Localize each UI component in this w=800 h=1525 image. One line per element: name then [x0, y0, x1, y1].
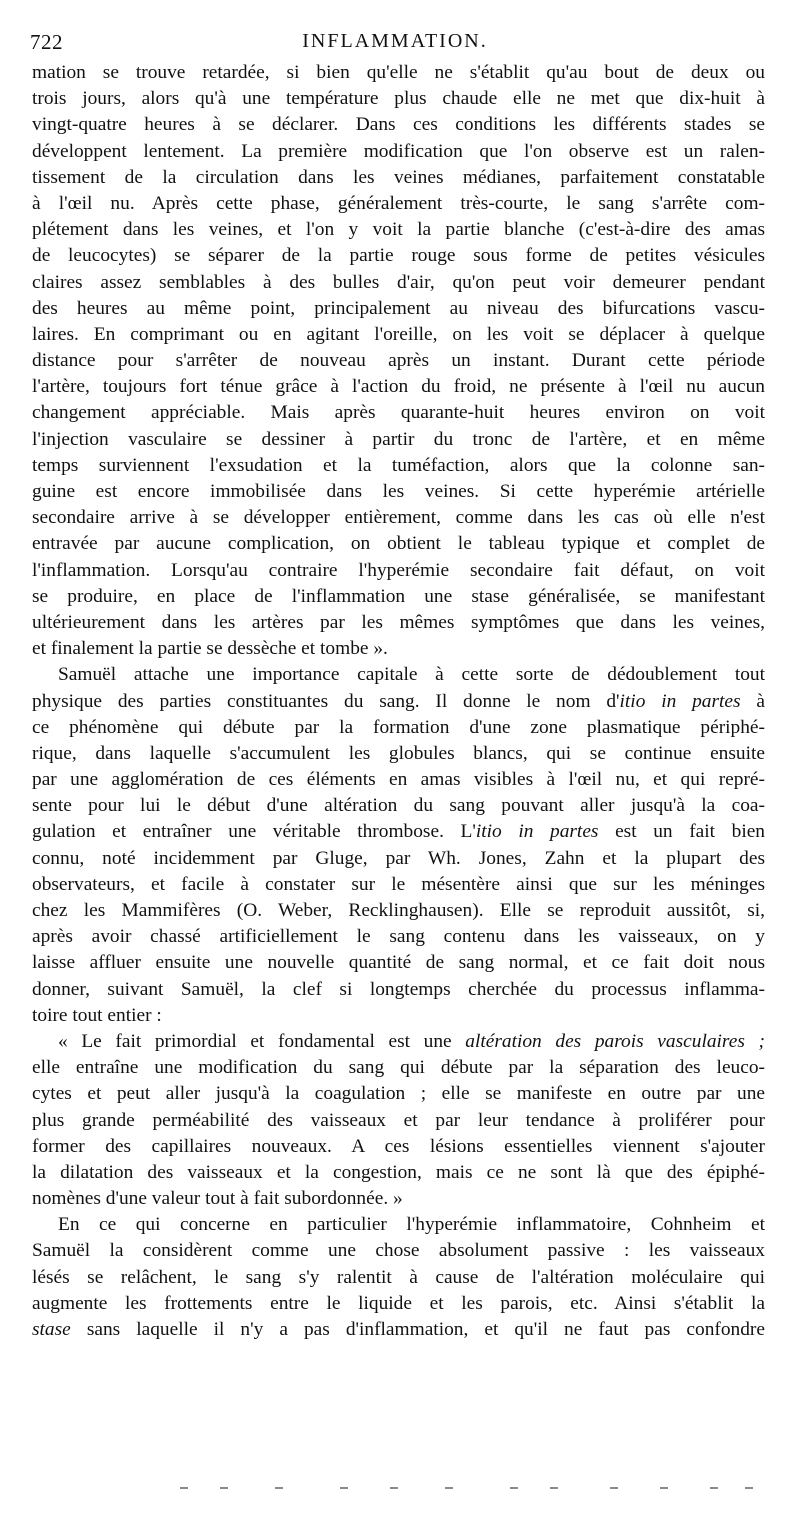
line-text: Samuël attache une importance capitale à cette sorte de dédoublement tout	[58, 664, 765, 686]
text-line	[32, 374, 765, 400]
line-text: nomènes d'une valeur tout à fait subordonnée. »	[32, 1188, 403, 1210]
line-text: temps surviennent l'exsudation et la tuméfaction, alors que la colonne san-	[32, 454, 765, 476]
line-text: et finalement la partie se dessèche et tombe ».	[32, 638, 388, 660]
line-text: de leucocytes) se séparer de la partie rouge sous forme de petites vésicules	[32, 245, 765, 267]
text-line	[32, 1186, 765, 1212]
line-text: l'injection vasculaire se dessiner à partir du tronc de l'artère, et en même	[32, 428, 765, 450]
line-text: après avoir chassé artificiellement le sang contenu dans les vaisseaux, on y	[32, 926, 765, 948]
text-line	[32, 846, 765, 872]
text-line	[32, 1055, 765, 1081]
italic-text: itio in partes	[475, 821, 599, 843]
text-line	[32, 636, 765, 662]
text-line	[32, 767, 765, 793]
text-line	[32, 950, 765, 976]
text-line	[32, 584, 765, 610]
line-text: physique des parties constituantes du sang. Il donne le nom d'	[32, 690, 620, 712]
text-line	[32, 531, 765, 557]
text-line	[32, 610, 765, 636]
text-line	[32, 243, 765, 269]
line-text: l'inflammation. Lorsqu'au contraire l'hyperémie secondaire fait défaut, on voit	[32, 559, 765, 581]
text-line	[32, 165, 765, 191]
line-text: entravée par aucune complication, on obtient le tableau typique et complet de	[32, 533, 765, 555]
line-text: elle entraîne une modification du sang qui débute par la séparation des leuco-	[32, 1057, 765, 1079]
line-text: rique, dans laquelle s'accumulent les globules blancs, qui se continue ensuite	[32, 742, 765, 764]
line-text: lésés se relâchent, le sang s'y ralentit à cause de l'altération moléculaire qui	[32, 1266, 765, 1288]
line-text: l'artère, toujours fort ténue grâce à l'action du froid, ne présente à l'œil nu aucun	[32, 376, 765, 398]
italic-text: stase	[32, 1319, 71, 1340]
line-text: chez les Mammifères (O. Weber, Recklinghausen). Elle se reproduit aussitôt, si,	[32, 900, 765, 921]
line-text: laisse affluer ensuite une nouvelle quantité de sang normal, et ce fait doit nous	[32, 952, 765, 974]
line-text: claires assez semblables à des bulles d'air, qu'on peut voir demeurer pendant	[32, 271, 765, 293]
italic-text: itio in partes	[619, 690, 741, 712]
text-line	[32, 1265, 765, 1291]
text-line	[32, 558, 765, 584]
text-line	[32, 1081, 765, 1107]
page-number: 722	[30, 30, 63, 54]
text-line	[32, 662, 765, 688]
line-text: laires. En comprimant ou en agitant l'oreille, on les voit se déplacer à quelque	[32, 323, 765, 345]
text-line	[32, 400, 765, 426]
line-text: développent lentement. La première modification que l'on observe est un ralen-	[32, 140, 765, 162]
line-text: « Le fait primordial et fondamental est une	[58, 1030, 466, 1052]
text-line	[32, 898, 765, 924]
line-text: donner, suivant Samuël, la clef si longtemps cherchée du processus inflamma-	[32, 978, 765, 1000]
text-line	[32, 924, 765, 950]
line-text-continued: à	[740, 690, 765, 712]
line-text: Samuël la considèrent comme une chose absolument passive : les vaisseaux	[32, 1240, 765, 1262]
line-text: vingt-quatre heures à se déclarer. Dans ces conditions les différents stades se	[32, 114, 765, 136]
text-line	[32, 348, 765, 374]
line-text: ultérieurement dans les artères par les mêmes symptômes que dans les veines,	[32, 611, 765, 633]
text-line	[32, 1317, 765, 1343]
text-line	[32, 322, 765, 348]
text-line	[32, 1108, 765, 1134]
text-line	[32, 689, 765, 715]
line-text: distance pour s'arrêter de nouveau après un instant. Durant cette période	[32, 350, 765, 372]
text-line	[32, 715, 765, 741]
line-text: tissement de la circulation dans les veines médianes, parfaitement constatable	[32, 166, 765, 188]
body-text	[32, 60, 765, 1343]
text-line	[32, 505, 765, 531]
line-text-continued: est un fait bien	[598, 821, 765, 843]
text-line	[32, 86, 765, 112]
text-line	[32, 139, 765, 165]
line-text: sente pour lui le début d'une altération du sang pouvant aller jusqu'à la coa-	[32, 795, 765, 817]
line-text: la dilatation des vaisseaux et la congestion, mais ce ne sont là que des épiphé-	[32, 1161, 765, 1183]
running-head	[30, 30, 760, 56]
running-title: INFLAMMATION.	[302, 30, 488, 52]
text-line	[32, 1212, 765, 1238]
text-line	[32, 296, 765, 322]
text-line	[32, 872, 765, 898]
line-text: plétement dans les veines, et l'on y voit la partie blanche (c'est-à-dire des amas	[32, 219, 765, 241]
line-text: secondaire arrive à se développer entièrement, comme dans les cas où elle n'est	[32, 507, 765, 529]
text-line	[32, 217, 765, 243]
line-text: à l'œil nu. Après cette phase, généralement très-courte, le sang s'arrête com-	[32, 192, 765, 214]
text-line	[32, 191, 765, 217]
text-line	[32, 793, 765, 819]
text-line	[32, 60, 765, 86]
page-bottom-specks	[180, 1487, 760, 1493]
line-text: des heures au même point, principalement au niveau des bifurcations vascu-	[32, 297, 765, 319]
line-text: trois jours, alors qu'à une température plus chaude elle ne met que dix-huit à	[32, 88, 765, 110]
text-line	[32, 1003, 765, 1029]
line-text-continued: sans laquelle il n'y a pas d'inflammation, et qu'il ne faut pas confondre	[70, 1319, 765, 1340]
text-line	[32, 819, 765, 845]
text-line	[32, 1029, 765, 1055]
line-text: observateurs, et facile à constater sur le mésentère ainsi que sur les méninges	[32, 873, 765, 895]
line-text: cytes et peut aller jusqu'à la coagulation ; elle se manifeste en outre par une	[32, 1083, 765, 1105]
line-text: augmente les frottements entre le liquide et les parois, etc. Ainsi s'établit la	[32, 1292, 765, 1314]
line-text: former des capillaires nouveaux. A ces lésions essentielles viennent s'ajouter	[32, 1135, 765, 1157]
line-text: changement appréciable. Mais après quarante-huit heures environ on voit	[32, 402, 765, 424]
text-line	[32, 453, 765, 479]
text-line	[32, 977, 765, 1003]
line-text: plus grande perméabilité des vaisseaux et par leur tendance à proliférer pour	[32, 1109, 765, 1131]
text-line	[32, 741, 765, 767]
text-line	[32, 112, 765, 138]
line-text: connu, noté incidemment par Gluge, par Wh. Jones, Zahn et la plupart des	[32, 847, 765, 869]
text-line	[32, 1160, 765, 1186]
text-line	[32, 1238, 765, 1264]
text-line	[32, 1134, 765, 1160]
line-text: guine est encore immobilisée dans les veines. Si cette hyperémie artérielle	[32, 481, 765, 502]
line-text: ce phénomène qui débute par la formation d'une zone plasmatique périphé-	[32, 716, 765, 738]
line-text: par une agglomération de ces éléments en amas visibles à l'œil nu, et qui repré-	[32, 769, 765, 791]
line-text: gulation et entraîner une véritable thrombose. L'	[32, 821, 476, 843]
text-line	[32, 1291, 765, 1317]
text-line	[32, 479, 765, 505]
line-text: mation se trouve retardée, si bien qu'elle ne s'établit qu'au bout de deux ou	[32, 62, 765, 83]
italic-text: altération des parois vasculaires ;	[465, 1030, 765, 1052]
text-line	[32, 427, 765, 453]
text-line	[32, 270, 765, 296]
line-text: En ce qui concerne en particulier l'hyperémie inflammatoire, Cohnheim et	[58, 1214, 765, 1236]
line-text: se produire, en place de l'inflammation une stase généralisée, se manifestant	[32, 585, 765, 607]
line-text: toire tout entier :	[32, 1004, 162, 1026]
